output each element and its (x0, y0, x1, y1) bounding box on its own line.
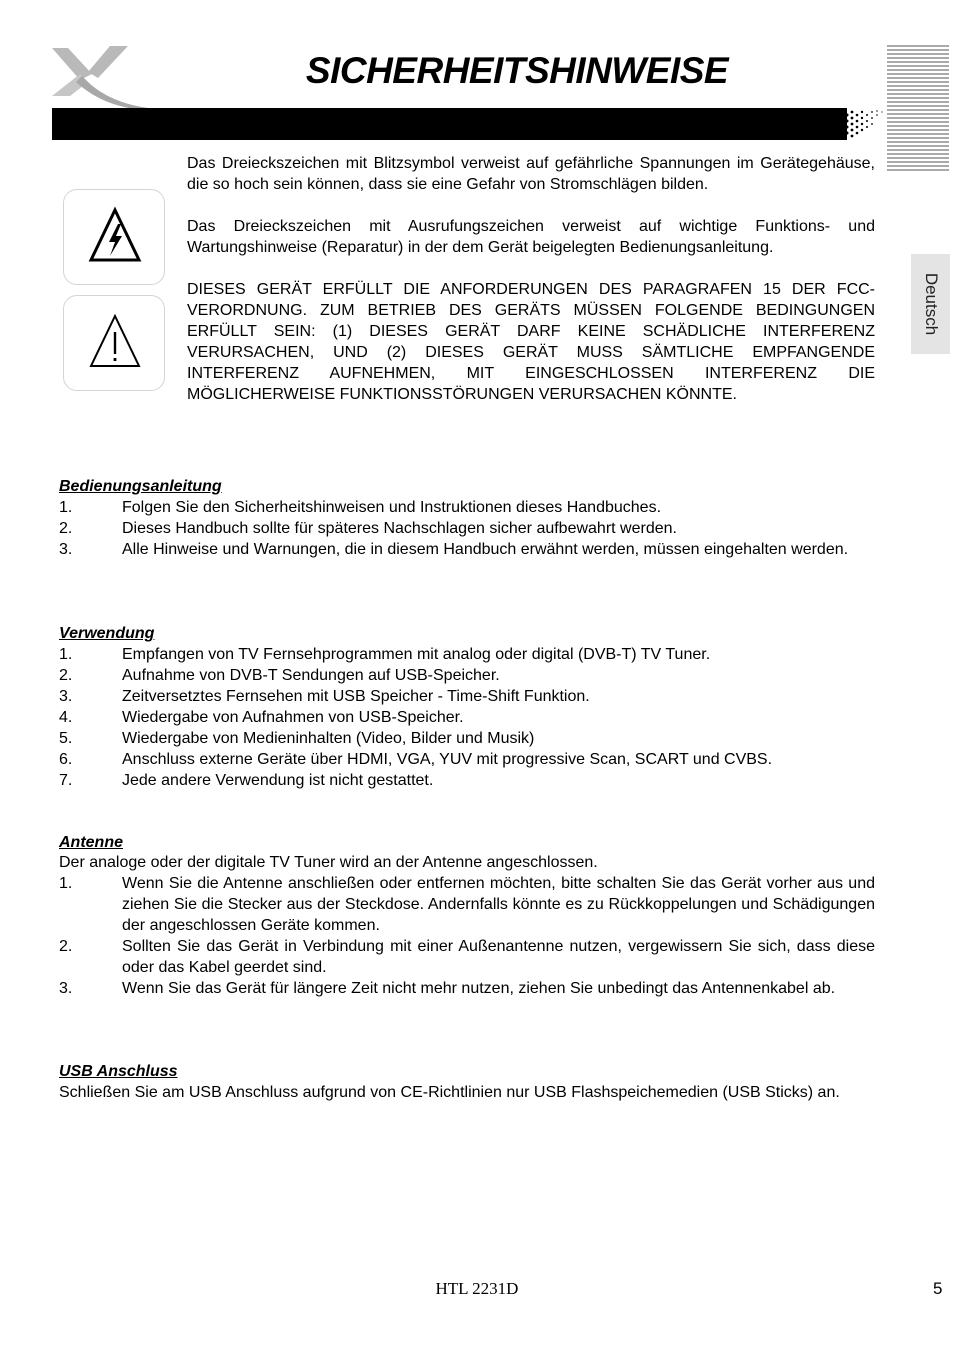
exclamation-warning-box (63, 295, 165, 391)
list-item: 6. Anschluss externe Geräte über HDMI, VGA, YUV mit progressive Scan, SCART und CVBS. (59, 751, 773, 768)
exclamation-warning-icon (88, 312, 142, 372)
list-item: 4. Wiedergabe von Aufnahmen von USB-Speicher. (59, 709, 464, 726)
list-item: 1. Empfangen von TV Fernsehprogrammen mit analog oder digital (DVB-T) TV Tuner. (59, 646, 711, 663)
bedienungsanleitung-list (59, 497, 875, 560)
list-item: 2. Dieses Handbuch sollte für späteres Nachschlagen sicher aufbewahrt werden. (59, 520, 677, 537)
list-item: 7. Jede andere Verwendung ist nicht gestattet. (59, 772, 434, 789)
page-number: 5 (933, 1279, 943, 1298)
dot-pattern-decoration (840, 108, 885, 140)
language-tab-label: Deutsch (921, 272, 941, 336)
list-item: 2. Aufnahme von DVB-T Sendungen auf USB-Speicher. (59, 667, 500, 684)
antenne-list (59, 873, 875, 999)
section-heading-antenne: Antenne (59, 834, 123, 851)
lightning-warning-icon (88, 206, 142, 266)
verwendung-list (59, 644, 875, 791)
exclamation-warning-text: Das Dreieckszeichen mit Ausrufungszeichen verweist auf wichtige Funktions- und Wartungshinweise (Reparatur) in der dem Gerät beigelegten Bedienungsanleitung. (187, 218, 875, 256)
antenne-intro: Der analoge oder der digitale TV Tuner wird an der Antenne angeschlossen. (59, 854, 598, 871)
usb-text: Schließen Sie am USB Anschluss aufgrund von CE-Richtlinien nur USB Flashspeichemedien (USB Sticks) an. (59, 1084, 840, 1101)
section-heading-verwendung: Verwendung (59, 625, 155, 642)
stripe-decoration (887, 44, 949, 174)
language-tab (911, 254, 950, 354)
footer-model: HTL 2231D (435, 1279, 519, 1298)
list-item: 1. Folgen Sie den Sicherheitshinweisen und Instruktionen dieses Handbuches. (59, 499, 662, 516)
section-heading-bedienungsanleitung: Bedienungsanleitung (59, 478, 222, 495)
list-item: 2. Sollten Sie das Gerät in Verbindung mit einer Außenantenne nutzen, vergewissern Sie sich, dass diese oder das Kabel geerdet sind. (59, 938, 875, 976)
list-item: 1. Wenn Sie die Antenne anschließen oder entfernen möchten, bitte schalten Sie das Gerät vorher aus und ziehen Sie die Stecker aus der Steckdose. Andernfalls könnte es zu Rückkoppelungen und Schädigungen der angeschlossen Geräte kommen. (59, 875, 875, 934)
section-heading-usb-anschluss: USB Anschluss (59, 1063, 178, 1080)
header-bar (52, 108, 847, 140)
fcc-notice: DIESES GERÄT ERFÜLLT DIE ANFORDERUNGEN DES PARAGRAFEN 15 DER FCC-VERORDNUNG. ZUM BETRIEB DES GERÄTS MÜSSEN FOLGENDE BEDINGUNGEN ERFÜLLT SEIN: (1) DIESES GERÄT DARF KEINE SCHÄDLICHE INTERFERENZ VERURSACHEN, UND (2) DIESES GERÄT MUSS SÄMTLICHE EMPFANGENDE INTERFERENZ AUFNEHMEN, MIT EINGESCHLOSSEN INTERFERENZ DIE MÖGLICHERWEISE FUNKTIONSSTÖRUNGEN VERURSACHEN KÖNNTE. (187, 281, 875, 403)
list-item: 3. Alle Hinweise und Warnungen, die in diesem Handbuch erwähnt werden, müssen eingehalten werden. (59, 541, 849, 558)
list-item: 3. Zeitversetztes Fernsehen mit USB Speicher - Time-Shift Funktion. (59, 688, 590, 705)
page-title: SICHERHEITSHINWEISE (305, 50, 729, 91)
list-item: 3. Wenn Sie das Gerät für längere Zeit nicht mehr nutzen, ziehen Sie unbedingt das Antennenkabel ab. (59, 980, 836, 997)
lightning-warning-text: Das Dreieckszeichen mit Blitzsymbol verweist auf gefährliche Spannungen im Gerätegehäuse, die so hoch sein können, dass sie eine Gefahr von Stromschlägen bilden. (187, 155, 875, 193)
list-item: 5. Wiedergabe von Medieninhalten (Video, Bilder und Musik) (59, 730, 535, 747)
lightning-warning-box (63, 189, 165, 285)
